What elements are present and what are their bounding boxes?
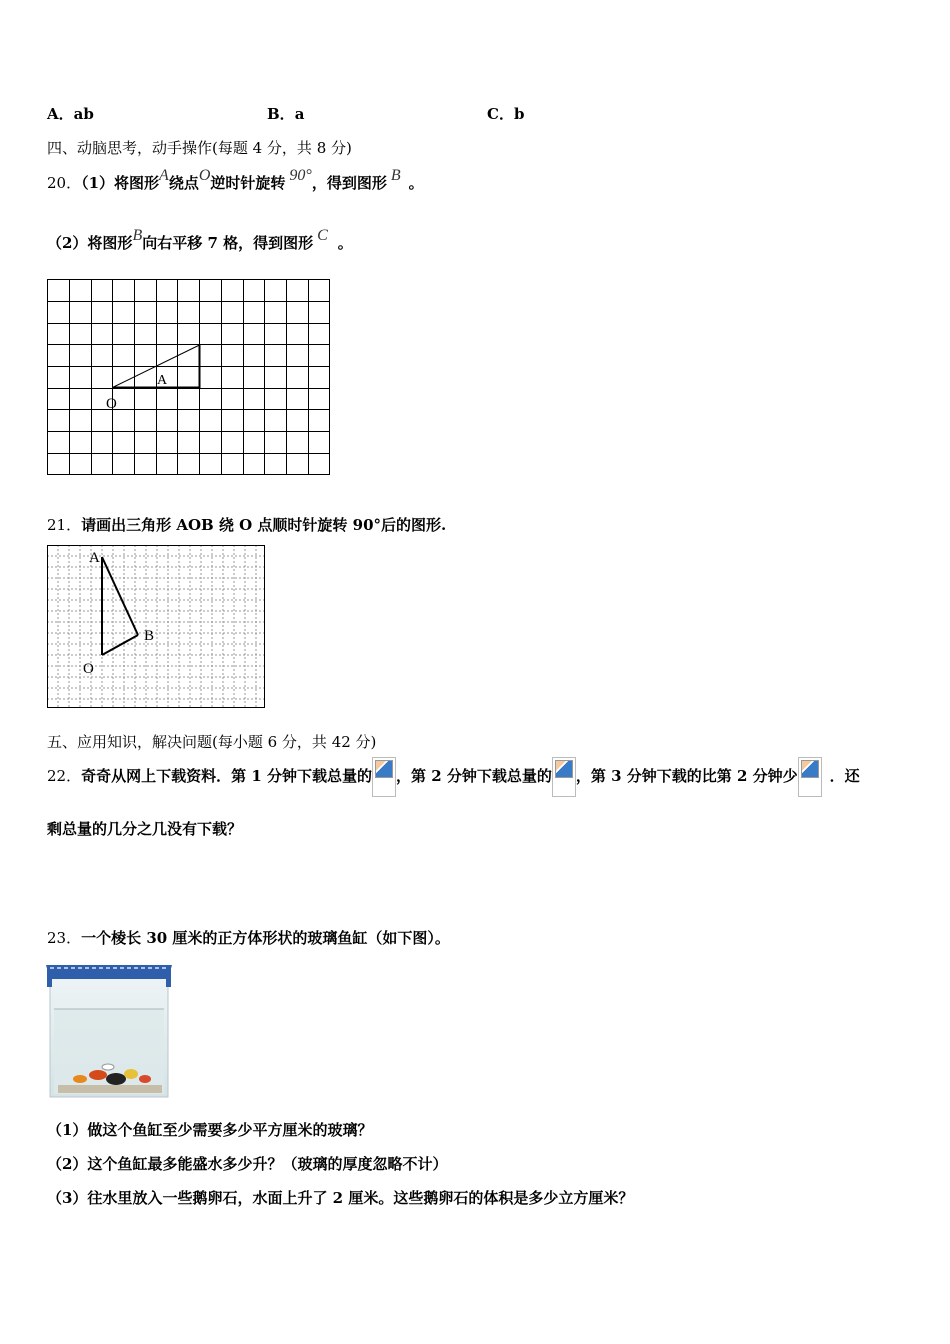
option-b: B．a [267,105,305,123]
question-23-sub3: （3）往水里放入一些鹅卵石，水面上升了 2 厘米。这些鹅卵石的体积是多少立方厘米？ [47,1189,634,1207]
question-23-sub1: （1）做这个鱼缸至少需要多少平方厘米的玻璃？ [47,1121,373,1139]
fraction-image-3 [798,757,822,797]
question-23-sub2: （2）这个鱼缸最多能盛水多少升？（玻璃的厚度忽略不计） [47,1155,448,1173]
fraction-image-2 [552,757,576,797]
rotation-grid-dotted [47,545,267,710]
option-c: C．b [487,105,525,123]
section-5-title: 五、应用知识，解决问题(每小题 6 分，共 42 分) [47,733,377,751]
question-20-part2: （2）将图形B向右平移 7 格，得到图形 C 。 [47,227,353,252]
label-b: B [144,628,155,644]
label-a: A [89,550,100,566]
rotation-grid [47,279,331,477]
label-o: O [83,661,94,677]
question-22-line1: 22．奇奇从网上下载资料．第 1 分钟下载总量的 ，第 2 分钟下载总量的 ，第 3 分钟下载的比第 2 分钟少 ．还 [47,757,860,797]
fraction-image-1 [372,757,396,797]
question-22-line2: 剩总量的几分之几没有下载？ [47,820,243,838]
question-21: 21．请画出三角形 AOB 绕 O 点顺时针旋转 90°后的图形. [47,516,447,534]
question-23: 23．一个棱长 30 厘米的正方体形状的玻璃鱼缸（如下图）。 [47,929,450,947]
grid-label-o: O [106,396,117,412]
grid-label-a: A [157,373,168,388]
fish-tank-image [44,957,174,1099]
option-a: A．ab [47,105,94,123]
triangle-aob [102,557,138,655]
section-4-title: 四、动脑思考，动手操作(每题 4 分，共 8 分) [47,139,352,157]
question-20-part1: 20．（1）将图形A绕点O逆时针旋转 90°，得到图形 B 。 [47,167,424,192]
